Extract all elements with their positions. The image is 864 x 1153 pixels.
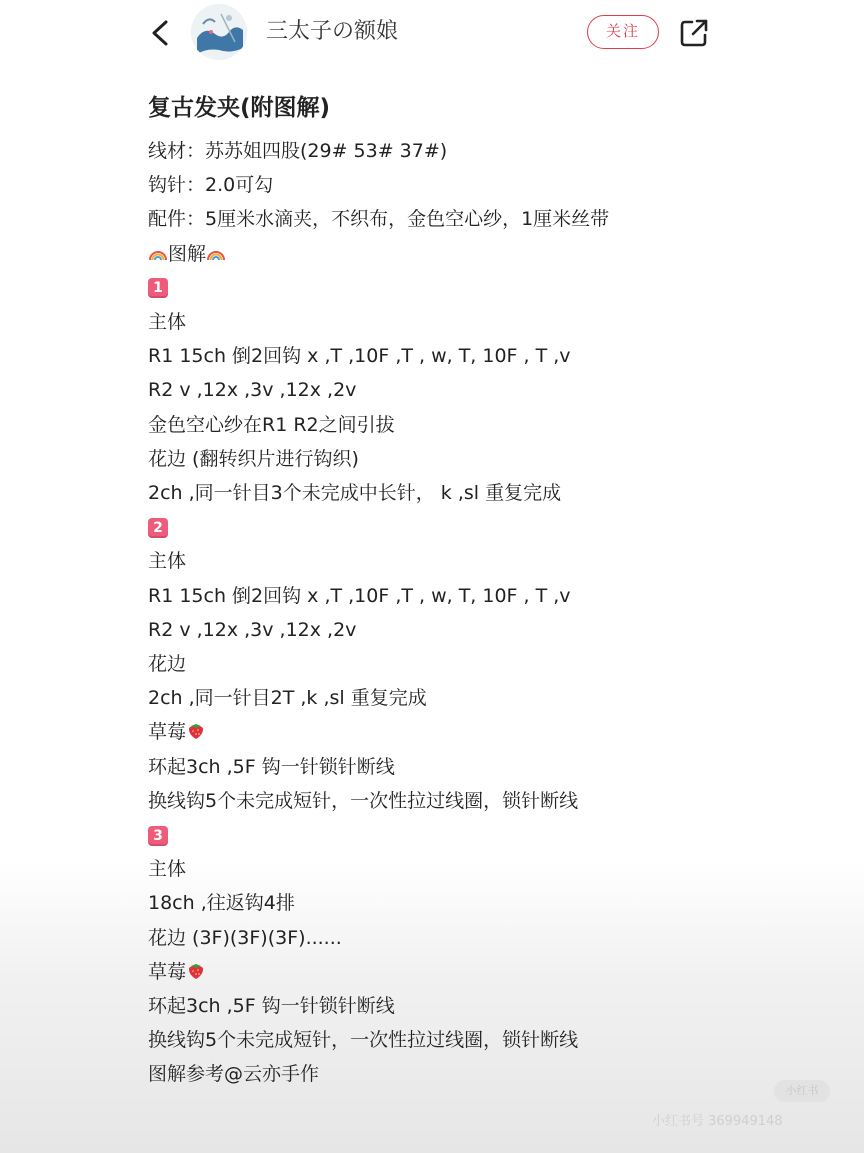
credit-line[interactable]: 图解参考@云亦手作 xyxy=(148,1063,320,1086)
strawberry-label: 草莓 xyxy=(148,960,187,983)
section-2-line: 主体 xyxy=(148,550,187,573)
strawberry-label: 草莓 xyxy=(148,721,187,744)
section-1-line: R2 v ,12x ,3v ,12x ,2v xyxy=(148,379,357,402)
section-3-line: 换线钩5个未完成短针，一次性拉过线圈，锁针断线 xyxy=(148,1029,579,1052)
section-2-line: R1 15ch 倒2回钩 x ,T ,10F ,T , w, T, 10F , T ,v xyxy=(148,584,571,607)
strawberry-heading xyxy=(148,955,728,989)
diagram-heading xyxy=(148,237,728,271)
section-3-line: 花边 (3F)(3F)(3F)...... xyxy=(148,926,342,949)
section-1-line: R1 15ch 倒2回钩 x ,T ,10F ,T , w, T, 10F , T ,v xyxy=(148,345,571,368)
section-3-line: 18ch ,往返钩4排 xyxy=(148,892,295,915)
keycap-number-2-icon: 2 xyxy=(148,518,168,538)
section-1-line: 花边 (翻转织片进行钩织) xyxy=(148,447,359,470)
section-1-line: 主体 xyxy=(148,311,187,334)
diagram-label: 图解 xyxy=(168,242,207,265)
materials-hook: 钩针：2.0可勾 xyxy=(148,174,274,197)
rainbow-icon xyxy=(148,243,168,263)
strawberry-heading xyxy=(148,715,728,749)
section-2-line: 环起3ch ,5F 钩一针锁针断线 xyxy=(148,755,395,778)
post-header xyxy=(0,0,864,70)
keycap-number-1-icon: 1 xyxy=(148,278,168,298)
section-2-line: 花边 xyxy=(148,653,187,676)
author-avatar[interactable] xyxy=(191,4,247,60)
section-3-line: 主体 xyxy=(148,858,187,881)
section-3-badge-row xyxy=(148,818,728,852)
post-title: 复古发夹(附图解) xyxy=(148,95,331,121)
section-1-badge-row xyxy=(148,271,728,305)
post-body xyxy=(148,88,728,1092)
author-name[interactable]: 三太子の额娘 xyxy=(266,19,399,44)
section-1-line: 2ch ,同一针目3个未完成中长针， k ,sl 重复完成 xyxy=(148,482,562,505)
section-1-line: 金色空心纱在R1 R2之间引拔 xyxy=(148,413,395,436)
strawberry-icon xyxy=(186,721,206,741)
share-icon[interactable] xyxy=(678,17,710,49)
watermark-text: 小红书号 369949148 xyxy=(652,1114,783,1129)
section-2-line: 2ch ,同一针目2T ,k ,sl 重复完成 xyxy=(148,687,427,710)
section-2-line: R2 v ,12x ,3v ,12x ,2v xyxy=(148,618,357,641)
follow-button[interactable]: 关注 xyxy=(587,15,659,49)
watermark xyxy=(652,1080,832,1130)
materials-yarn: 线材：苏苏姐四股(29# 53# 37#) xyxy=(148,140,448,162)
keycap-number-3-icon: 3 xyxy=(148,826,168,846)
section-2-line: 换线钩5个未完成短针，一次性拉过线圈，锁针断线 xyxy=(148,789,579,812)
section-3-line: 环起3ch ,5F 钩一针锁针断线 xyxy=(148,995,395,1018)
back-arrow-icon[interactable] xyxy=(146,18,174,48)
section-2-badge-row xyxy=(148,510,728,544)
watermark-logo: 小红书 xyxy=(774,1080,830,1102)
rainbow-icon xyxy=(206,243,226,263)
materials-accessories: 配件：5厘米水滴夹，不织布，金色空心纱，1厘米丝带 xyxy=(148,208,610,231)
strawberry-icon xyxy=(186,961,206,981)
